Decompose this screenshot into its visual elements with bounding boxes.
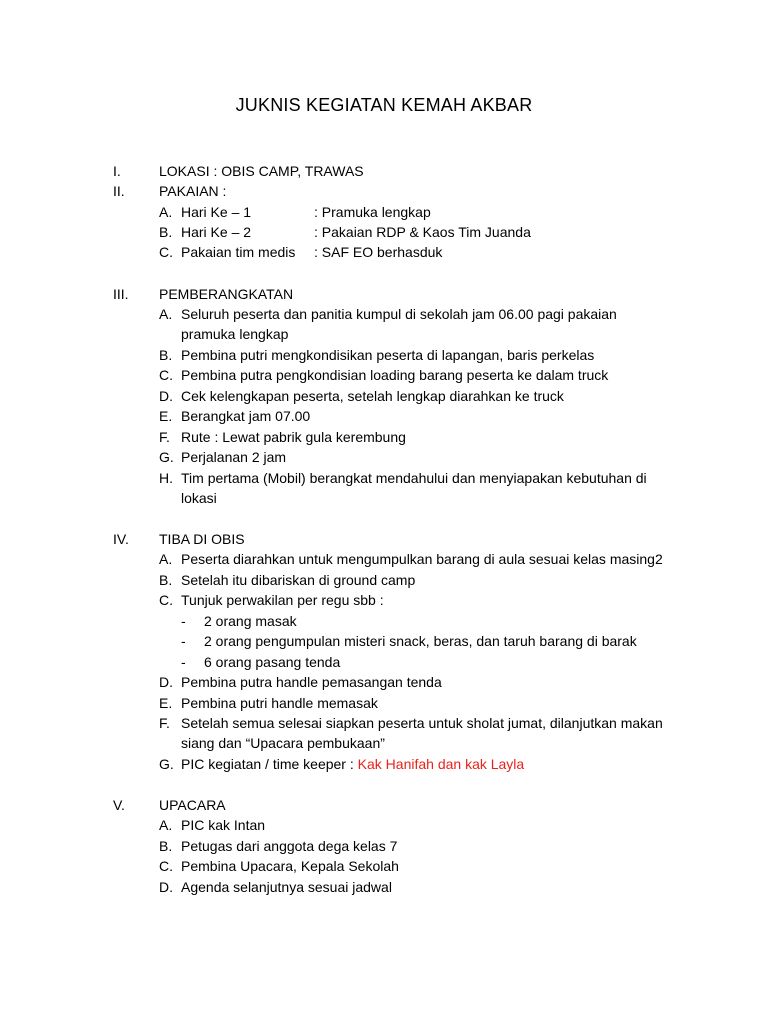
item-letter: C. <box>159 244 173 260</box>
item-text: Tunjuk perwakilan per regu sbb : <box>181 592 384 608</box>
section-title: UPACARA <box>159 797 226 813</box>
item-label: Pakaian tim medis <box>181 244 296 260</box>
item-letter: B. <box>159 838 173 854</box>
item-letter: C. <box>159 592 173 608</box>
item-letter: G. <box>159 449 174 465</box>
bullet-dash: - <box>181 654 186 670</box>
item-text: Pembina putri handle memasak <box>181 695 378 711</box>
section-number: III. <box>113 286 129 302</box>
section-title: TIBA DI OBIS <box>159 531 245 547</box>
item-text-with-highlight <box>181 754 524 774</box>
item-letter: D. <box>159 674 173 690</box>
section-title: PEMBERANGKATAN <box>159 286 294 302</box>
item-letter: F. <box>159 429 170 445</box>
item-letter: C. <box>159 367 173 383</box>
item-text: Pembina putra handle pemasangan tenda <box>181 674 442 690</box>
item-text: pramuka lengkap <box>181 326 289 342</box>
item-label: Hari Ke – 1 <box>181 204 252 220</box>
item-value: : Pakaian RDP & Kaos Tim Juanda <box>314 224 531 240</box>
item-letter: B. <box>159 572 173 588</box>
item-letter: A. <box>159 817 173 833</box>
item-text: Berangkat jam 07.00 <box>181 408 311 424</box>
sub-item-text: 2 orang masak <box>204 613 297 629</box>
item-letter: H. <box>159 470 173 486</box>
sub-item-text: 6 orang pasang tenda <box>204 654 341 670</box>
item-text: Cek kelengkapan peserta, setelah lengkap diarahkan ke truck <box>181 388 564 404</box>
section-number: V. <box>113 797 125 813</box>
item-letter: A. <box>159 306 173 322</box>
item-label: Hari Ke – 2 <box>181 224 252 240</box>
item-text: Peserta diarahkan untuk mengumpulkan barang di aula sesuai kelas masing2 <box>181 551 663 567</box>
sub-item-text: 2 orang pengumpulan misteri snack, beras, dan taruh barang di barak <box>204 633 637 649</box>
item-letter: D. <box>159 879 173 895</box>
item-text: Seluruh peserta dan panitia kumpul di sekolah jam 06.00 pagi pakaian <box>181 306 617 322</box>
item-text: Rute : Lewat pabrik gula kerembung <box>181 429 406 445</box>
section-title: LOKASI : OBIS CAMP, TRAWAS <box>159 163 364 179</box>
item-letter: F. <box>159 715 170 731</box>
item-letter: B. <box>159 224 173 240</box>
highlighted-names: Kak Hanifah dan kak Layla <box>357 756 525 772</box>
bullet-dash: - <box>181 633 186 649</box>
item-text: PIC kegiatan / time keeper : <box>181 756 354 772</box>
item-value: : SAF EO berhasduk <box>314 244 443 260</box>
section-number: I. <box>113 163 121 179</box>
item-text: Tim pertama (Mobil) berangkat mendahului dan menyiapakan kebutuhan di <box>181 470 647 486</box>
item-text: Pembina Upacara, Kepala Sekolah <box>181 858 399 874</box>
item-letter: D. <box>159 388 173 404</box>
item-text: Setelah semua selesai siapkan peserta untuk sholat jumat, dilanjutkan makan <box>181 715 663 731</box>
item-letter: C. <box>159 858 173 874</box>
item-text: PIC kak Intan <box>181 817 266 833</box>
item-text: Setelah itu dibariskan di ground camp <box>181 572 416 588</box>
item-text: lokasi <box>181 490 217 506</box>
item-letter: B. <box>159 347 173 363</box>
document-title: JUKNIS KEGIATAN KEMAH AKBAR <box>235 95 533 115</box>
section-number: II. <box>113 183 125 199</box>
item-text: Agenda selanjutnya sesuai jadwal <box>181 879 392 895</box>
item-text: siang dan “Upacara pembukaan” <box>181 735 385 751</box>
item-letter: G. <box>159 756 174 772</box>
section-number: IV. <box>113 531 129 547</box>
section-title: PAKAIAN : <box>159 183 227 199</box>
item-text: Pembina putra pengkondisian loading barang peserta ke dalam truck <box>181 367 609 383</box>
item-letter: A. <box>159 204 173 220</box>
item-text: Pembina putri mengkondisikan peserta di lapangan, baris perkelas <box>181 347 595 363</box>
item-letter: E. <box>159 408 173 424</box>
item-text: Perjalanan 2 jam <box>181 449 287 465</box>
item-letter: A. <box>159 551 173 567</box>
item-value: : Pramuka lengkap <box>314 204 431 220</box>
bullet-dash: - <box>181 613 186 629</box>
item-text: Petugas dari anggota dega kelas 7 <box>181 838 398 854</box>
item-letter: E. <box>159 695 173 711</box>
